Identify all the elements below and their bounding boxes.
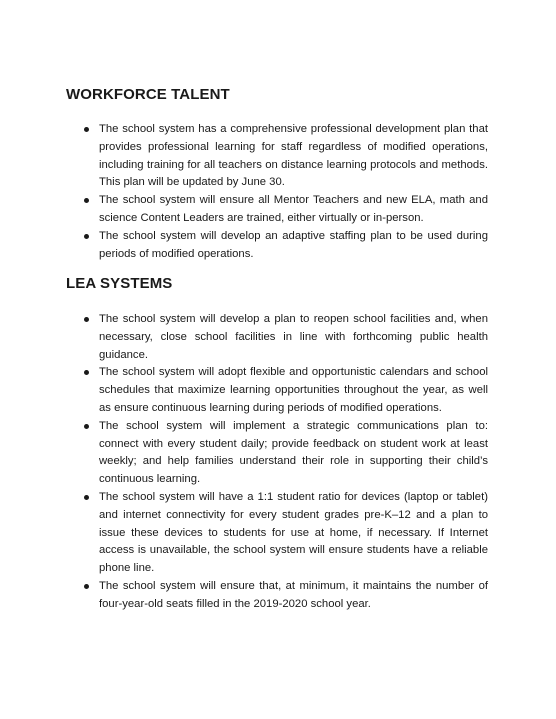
section-heading-workforce-talent: WORKFORCE TALENT bbox=[66, 86, 230, 103]
bullet-text: The school system will develop an adaptive staffing plan to be used during periods of modified operations. bbox=[99, 229, 488, 260]
list-item bbox=[0, 364, 556, 417]
bullet-text: The school system will implement a strategic communications plan to: connect with every student daily; provide feedback on student work at least weekly; and help families understand their role in supporting their child’s continuous learning. bbox=[99, 419, 488, 486]
list-item bbox=[0, 578, 556, 614]
section-heading-lea-systems: LEA SYSTEMS bbox=[66, 275, 173, 292]
bullet-icon bbox=[84, 495, 89, 500]
bullet-text: The school system will ensure that, at minimum, it maintains the number of four-year-old seats filled in the 2019-2020 school year. bbox=[99, 579, 488, 610]
bullet-text: The school system will have a 1:1 student ratio for devices (laptop or tablet) and internet connectivity for every student grades pre-K–12 and a plan to issue these devices to students for use at home, if necessary. If Internet access is unavailable, the school system will ensure students have a reliable phone line. bbox=[99, 490, 488, 575]
list-item bbox=[0, 489, 556, 578]
bullet-list-workforce-talent bbox=[0, 121, 556, 263]
bullet-list-lea-systems bbox=[0, 311, 556, 614]
list-item bbox=[0, 192, 556, 228]
list-item bbox=[0, 418, 556, 489]
bullet-icon bbox=[84, 317, 89, 322]
bullet-text: The school system will adopt flexible and opportunistic calendars and school schedules that maximize learning opportunities throughout the year, as well as ensure continuous learning during periods of modified operations. bbox=[99, 366, 488, 414]
bullet-text: The school system has a comprehensive professional development plan that provides professional learning for staff regardless of modified operations, including training for all teachers on distance learning protocols and methods. This plan will be updated by June 30. bbox=[99, 123, 488, 189]
list-item bbox=[0, 121, 556, 192]
bullet-icon bbox=[84, 370, 89, 375]
bullet-text: The school system will develop a plan to reopen school facilities and, when necessary, close school facilities in line with forthcoming public health guidance. bbox=[99, 313, 488, 361]
bullet-icon bbox=[84, 127, 89, 132]
bullet-icon bbox=[84, 584, 89, 589]
bullet-text: The school system will ensure all Mentor Teachers and new ELA, math and science Content Leaders are trained, either virtually or in-person. bbox=[99, 194, 488, 224]
bullet-icon bbox=[84, 198, 89, 203]
list-item bbox=[0, 228, 556, 264]
bullet-icon bbox=[84, 234, 89, 239]
bullet-icon bbox=[84, 424, 89, 429]
list-item bbox=[0, 311, 556, 364]
